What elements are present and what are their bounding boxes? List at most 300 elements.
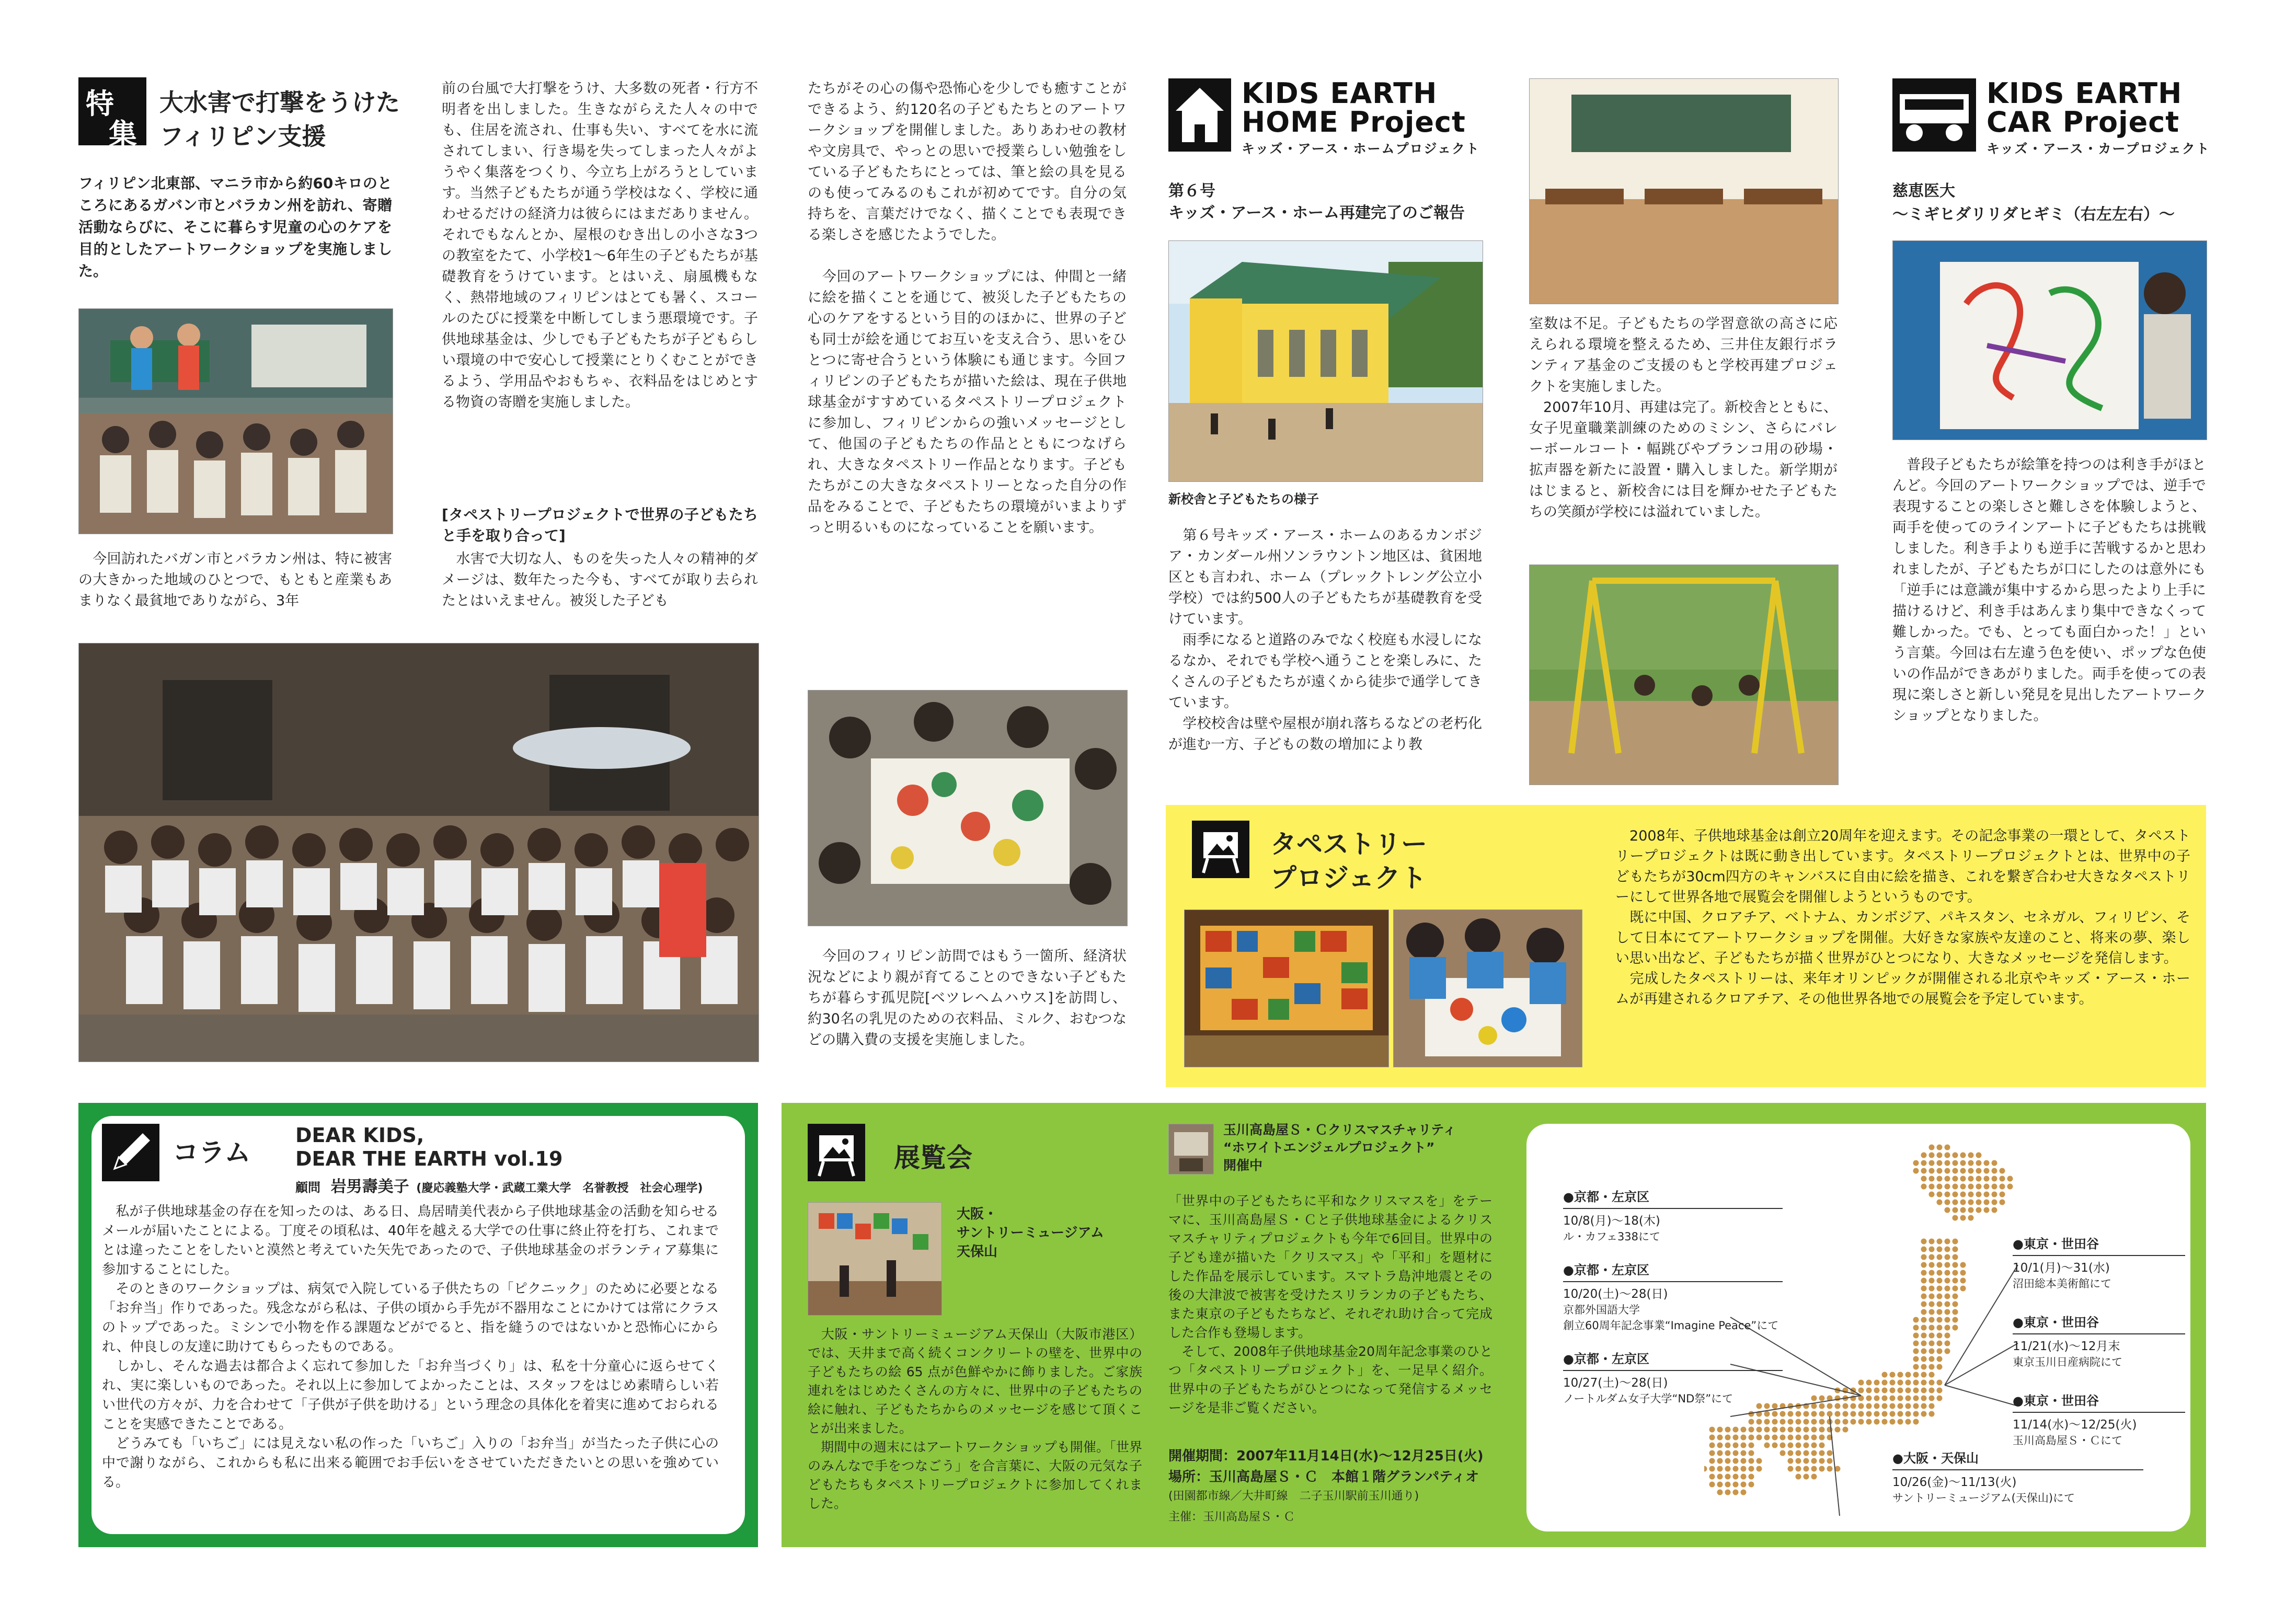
map-dot [1898, 1411, 1903, 1417]
map-leader-line [1945, 1343, 2018, 1385]
map-dot [1929, 1341, 1935, 1346]
map-dot [1937, 1333, 1943, 1339]
map-dot [1945, 1349, 1950, 1354]
tapestry-title-line1: タペストリー [1270, 829, 1427, 859]
map-dot [1921, 1262, 1927, 1268]
map-entry-place: サントリーミュージアム(天保山)にて [1892, 1492, 2075, 1504]
map-dot [1929, 1239, 1935, 1245]
map-dot [1953, 1153, 1958, 1158]
map-dot [1921, 1239, 1927, 1245]
map-dot [1968, 1192, 1974, 1197]
map-dot [1992, 1160, 1997, 1166]
map-dot [1804, 1458, 1809, 1464]
easel-icon [1192, 821, 1249, 878]
map-leader-line [1945, 1385, 2018, 1406]
map-dot [1796, 1458, 1801, 1464]
map-dot [1796, 1450, 1801, 1456]
map-dot [1960, 1278, 1966, 1284]
map-dot [1945, 1317, 1950, 1323]
map-dot [1937, 1254, 1943, 1260]
map-dot [1851, 1411, 1856, 1417]
map-dot [1890, 1372, 1896, 1378]
map-dot [1819, 1458, 1825, 1464]
map-dot [1937, 1325, 1943, 1331]
map-dot [1725, 1427, 1731, 1433]
map-dot [1827, 1466, 1833, 1472]
map-dot [1811, 1411, 1817, 1417]
osaka-caption: 大阪・ サントリーミュージアム 天保山 [957, 1206, 1104, 1260]
map-dot [1788, 1419, 1794, 1425]
map-dot [1976, 1184, 1982, 1190]
map-dot [1804, 1435, 1809, 1441]
map-dot [1882, 1380, 1888, 1386]
group-photo [78, 643, 759, 1062]
map-dot [1819, 1396, 1825, 1401]
map-entry-area: ●大阪・天保山 [1892, 1451, 1979, 1466]
map-dot [1937, 1341, 1943, 1346]
home-photo-caption: 新校舎と子どもたちの様子 [1168, 492, 1319, 506]
map-dot [1811, 1419, 1817, 1425]
map-dot [1717, 1466, 1723, 1472]
map-dot [1921, 1396, 1927, 1401]
map-dot [1984, 1184, 1990, 1190]
map-dot [1851, 1403, 1856, 1409]
map-dot [1953, 1270, 1958, 1276]
map-dot [1780, 1435, 1786, 1441]
map-dot [2007, 1184, 2013, 1190]
car-heading2: ～ミギヒダリリダヒギミ（右左左右）～ [1892, 205, 2175, 224]
exhibition-period: 開催期間：2007年11月14日(水)～12月25日(火) [1168, 1448, 1484, 1464]
map-dot [1929, 1349, 1935, 1354]
map-entry-tokyo-1 [2013, 1234, 2185, 1291]
map-dot [1945, 1247, 1950, 1252]
car-heading1: 慈恵医大 [1892, 182, 1955, 200]
map-dot [1953, 1192, 1958, 1197]
map-dot [1811, 1450, 1817, 1456]
map-dot [1741, 1458, 1747, 1464]
map-right-list [2013, 1234, 2185, 1448]
map-dot [1937, 1364, 1943, 1370]
map-dot [1921, 1411, 1927, 1417]
map-dot [1741, 1474, 1747, 1480]
map-dot [1819, 1443, 1825, 1448]
map-dot [1945, 1286, 1950, 1292]
map-dot [1953, 1215, 1958, 1221]
map-dot [1913, 1396, 1919, 1401]
map-dot [1945, 1145, 1950, 1150]
map-dot [1835, 1396, 1841, 1401]
map-dot [2000, 1184, 2005, 1190]
map-dot [1937, 1317, 1943, 1323]
map-dot [1921, 1294, 1927, 1299]
map-dot [1819, 1466, 1825, 1472]
map-dot [1953, 1247, 1958, 1252]
map-dot [1968, 1207, 1974, 1213]
map-dot [1725, 1474, 1731, 1480]
map-dot [1866, 1388, 1872, 1393]
map-dot [1976, 1207, 1982, 1213]
map-dot [1953, 1325, 1958, 1331]
map-dot [1874, 1411, 1880, 1417]
map-dot [2000, 1200, 2005, 1205]
map-dot [1725, 1450, 1731, 1456]
map-dot [1992, 1200, 1997, 1205]
map-dot [1749, 1474, 1754, 1480]
map-dot [1898, 1419, 1903, 1425]
map-entry-tokyo-3 [2013, 1390, 2185, 1448]
map-dot [1804, 1443, 1809, 1448]
map-dot [1843, 1411, 1848, 1417]
map-dot [1929, 1278, 1935, 1284]
map-dot [1960, 1184, 1966, 1190]
map-dot [1733, 1466, 1739, 1472]
map-dot [1929, 1317, 1935, 1323]
map-dot [1913, 1372, 1919, 1378]
map-dot [1709, 1427, 1715, 1433]
map-dot [1725, 1482, 1731, 1488]
car-text: 普段子どもたちが絵筆を持つのは利き手がほとんど。今回のアートワークショップでは、逆手で表現することの楽しさと難しさを体験しようと、両手を使ってのラインアートに子どもたちは挑戦しました。利き手よりも逆手に苦戦するかと思われましたが、子どもたちが口にしたのは意外にも「逆手には意識が集中するから思ったより上手に描けるけど、利き手はあんまり集中できなくって難しかった。でも、とっても面白かった！」という言葉。今回は右左違う色を使い、ポップな色使いの作品ができあがりました。両手を使っての表現に楽しさと新しい発見を見出したアートワークショップとなりました。 [1892, 457, 2206, 724]
map-dot [1858, 1411, 1864, 1417]
map-dot [1945, 1301, 1950, 1307]
map-dot [1796, 1474, 1801, 1480]
map-dot [1709, 1482, 1715, 1488]
car-logo-line1: KIDS EARTH [1987, 77, 2183, 110]
map-dot [1866, 1380, 1872, 1386]
map-dot [1937, 1153, 1943, 1158]
map-dot [1921, 1309, 1927, 1315]
map-dot [1945, 1278, 1950, 1284]
map-dot [1709, 1443, 1715, 1448]
map-dot [1929, 1184, 1935, 1190]
map-dot [1913, 1364, 1919, 1370]
map-dot [1913, 1160, 1919, 1166]
map-dot [1968, 1200, 1974, 1205]
map-dot [1929, 1333, 1935, 1339]
map-dot [1882, 1388, 1888, 1393]
map-dot [1945, 1200, 1950, 1205]
map-dot [1953, 1160, 1958, 1166]
feature-col2-text: 前の台風で大打撃をうけ、大多数の死者・行方不明者を出しました。生きながらえた人々の中でも、住居を流され、仕事も失い、すべてを水に流されてしまい、行き場を失ってしまった人々がようやく集落をつくり、今立ち上がろうとしています。当然子どもたちが通う学校はなく、学校に通わせるだけの経済力は彼らにはまだありません。それでもなんとか、屋根のむき出しの小さな3つの教室をたて、小学校1～6年生の子どもたちが基礎教育をうけています。とはいえ、扇風機もなく、熱帯地域のフィリピンはとても暑く、スコールのたびに授業を中断してしまう悪環境です。子供地球基金は、少しでも子どもたちが子どもらしい環境の中で安心して授業にとりくむことができるよう、学用品やおもちゃ、衣料品をはじめとする物資の寄贈を実施しました。 [442, 80, 758, 410]
map-dot [1835, 1427, 1841, 1433]
map-dot [1890, 1380, 1896, 1386]
map-entry-date: 10/8(月)～18(木) [1563, 1208, 1783, 1228]
map-dot [1749, 1443, 1754, 1448]
map-dot [1921, 1176, 1927, 1182]
map-dot [1921, 1325, 1927, 1331]
painting-workshop-photo [808, 690, 1128, 926]
map-dot [1921, 1356, 1927, 1362]
map-dot [1796, 1443, 1801, 1448]
map-dot [1866, 1419, 1872, 1425]
map-dot [1890, 1411, 1896, 1417]
feature-title-line2: フィリピン支援 [159, 122, 326, 151]
exhibition-access: (田園都市線／大井町線 二子玉川駅前玉川通り) [1168, 1490, 1419, 1503]
map-dot [1905, 1419, 1911, 1425]
map-dot [1929, 1254, 1935, 1260]
map-dot [1976, 1153, 1982, 1158]
map-dot [1725, 1443, 1731, 1448]
map-dot [1937, 1388, 1943, 1393]
map-dot [1921, 1184, 1927, 1190]
map-dot [1921, 1153, 1927, 1158]
map-dot [1945, 1192, 1950, 1197]
map-dot [1992, 1176, 1997, 1182]
map-entry-place: 東京玉川日産病院にて [2013, 1356, 2122, 1368]
map-dot [1709, 1450, 1715, 1456]
map-dot [1921, 1403, 1927, 1409]
map-dot [1929, 1286, 1935, 1292]
map-dot [1984, 1207, 1990, 1213]
map-dot [1929, 1403, 1935, 1409]
map-dot [1929, 1380, 1935, 1386]
map-dot [1725, 1466, 1731, 1472]
map-dot [1968, 1160, 1974, 1166]
map-dot [1929, 1153, 1935, 1158]
map-dot [1780, 1427, 1786, 1433]
map-dot [1749, 1482, 1754, 1488]
map-dot [1819, 1435, 1825, 1441]
map-dot [2000, 1192, 2005, 1197]
map-dot [1882, 1372, 1888, 1378]
map-dot [1827, 1403, 1833, 1409]
tapestry-exhibit-photo [1184, 909, 1389, 1067]
home-text-b: 室数は不足。子どもたちの学習意欲の高さに応えられる環境を整えるため、三井住友銀行ボランティア基金のご支援のもと学校再建プロジェクトを実施しました。 2007年10月、再建は完了。新校舎とともに、女子児童職業訓練のためのミシン、さらにバレーボールコート・幅跳びやブランコ用の砂場・拡声器を新たに設置・購入しました。新学期がはじまると、新校舎には目を輝かせた子どもたちの笑顔が学校には溢れていました。 [1529, 316, 1838, 520]
map-dot [1960, 1153, 1966, 1158]
car-icon [1892, 78, 1976, 152]
map-dot [1788, 1450, 1794, 1456]
pencil-icon [102, 1124, 159, 1181]
map-dot [1960, 1200, 1966, 1205]
map-dot [1945, 1160, 1950, 1166]
map-dot [1984, 1200, 1990, 1205]
map-dot [1976, 1168, 1982, 1174]
map-dot [1953, 1176, 1958, 1182]
map-dot [1741, 1450, 1747, 1456]
map-dot [2000, 1168, 2005, 1174]
map-dot [1968, 1153, 1974, 1158]
map-dot [1796, 1427, 1801, 1433]
map-dot [1733, 1427, 1739, 1433]
map-dot [1921, 1168, 1927, 1174]
exhibition-label: 展覧会 [894, 1143, 972, 1173]
map-dot [1937, 1192, 1943, 1197]
map-dot [1945, 1294, 1950, 1299]
map-dot [1929, 1364, 1935, 1370]
map-dot [1913, 1411, 1919, 1417]
map-dot [1749, 1450, 1754, 1456]
map-dot [1898, 1380, 1903, 1386]
map-dot [1921, 1317, 1927, 1323]
exhibition-venue: 場所：玉川高島屋Ｓ・Ｃ 本館１階グランパティオ [1168, 1469, 1479, 1485]
feature-badge [78, 77, 146, 151]
map-dot [1882, 1396, 1888, 1401]
map-dot [1905, 1403, 1911, 1409]
map-dot [1937, 1262, 1943, 1268]
map-entry-date: 10/20(土)～28(日) [1563, 1281, 1783, 1301]
tapestry-workshop-photo [1393, 909, 1582, 1067]
osaka-text: 大阪・サントリーミュージアム天保山（大阪市港区）では、天井まで高く続くコンクリートの壁を、世界中の子どもたちの絵 65 点が色鮮やかに飾りました。ご家族連れをはじめたくさんの方々に、世界中の子どもたちの絵に触れ、子どもたちからのメッセージを感じて頂くことが出来ました。 期間中の週末にはアートワークショップも開催。「世界のみんなで手をつなごう」を合言葉に、大阪の元気な子どもたちもタペストリープロジェクトに参加してくれました。 [808, 1327, 1142, 1511]
map-dot [1937, 1200, 1943, 1205]
new-school-photo [1168, 240, 1483, 482]
feature-badge-bottom: 集 [109, 118, 137, 151]
map-entry-kyoto-2 [1563, 1260, 1783, 1333]
map-dot [1866, 1403, 1872, 1409]
map-entry-area: ●京都・左京区 [1563, 1352, 1649, 1366]
map-dot [1992, 1184, 1997, 1190]
map-entry-place: ノートルダム女子大学“ND祭”にて [1563, 1392, 1733, 1405]
map-dot [1929, 1247, 1935, 1252]
map-dot [1937, 1380, 1943, 1386]
map-dot [1890, 1403, 1896, 1409]
tamagawa-text: 「世界中の子どもたちに平和なクリスマスを」をテーマに、玉川高島屋Ｓ・Ｃと子供地球基金によるクリスマスチャリティプロジェクトも今年で6回目。世界中の子ども達が描いた「クリスマス」や「平和」を題材にした作品を展示しています。スマトラ島沖地震とその後の大津波で被害を受けたスリランカの子どもたち、また東京の子どもたちなど、それぞれ助け合って完成した合作も登場します。 そして、2008年子供地球基金20周年記念事業のひとつ「タペストリープロジェクト」を、一足早く紹介。世界中の子どもたちがひとつになって発信するメッセージを是非ご覧ください。 [1168, 1193, 1492, 1415]
map-dot [1921, 1254, 1927, 1260]
map-dot [1741, 1490, 1747, 1495]
map-dot [1756, 1435, 1762, 1441]
map-dot [1764, 1435, 1770, 1441]
map-dot [1811, 1443, 1817, 1448]
map-dot [1905, 1411, 1911, 1417]
map-dot [1874, 1396, 1880, 1401]
map-dot [1858, 1419, 1864, 1425]
map-dot [1772, 1427, 1778, 1433]
map-dot [1921, 1286, 1927, 1292]
map-entry-place: 玉川高島屋Ｓ・Ｃにて [2013, 1434, 2122, 1447]
map-dot [1945, 1176, 1950, 1182]
map-dot [1953, 1301, 1958, 1307]
map-dot [1772, 1411, 1778, 1417]
map-dot [1992, 1192, 1997, 1197]
map-dot [1953, 1239, 1958, 1245]
car-logo-sub: キッズ・アース・カープロジェクト [1987, 141, 2210, 156]
map-dot [1819, 1427, 1825, 1433]
map-dot [1811, 1474, 1817, 1480]
map-dot [1953, 1200, 1958, 1205]
map-dot [1992, 1168, 1997, 1174]
map-dot [1788, 1466, 1794, 1472]
map-dot [1811, 1403, 1817, 1409]
map-dot [1937, 1278, 1943, 1284]
map-dot [1811, 1396, 1817, 1401]
map-dot [1945, 1270, 1950, 1276]
map-dot [1905, 1372, 1911, 1378]
map-dot [1866, 1411, 1872, 1417]
map-dot [1788, 1458, 1794, 1464]
map-entry-date: 10/26(金)～11/13(火) [1892, 1469, 2143, 1490]
map-dot [1819, 1419, 1825, 1425]
map-dot [1953, 1184, 1958, 1190]
map-dot [1733, 1443, 1739, 1448]
map-dot [1835, 1419, 1841, 1425]
column-text: 私が子供地球基金の存在を知ったのは、ある日、鳥居晴美代表から子供地球基金の活動を知らせるメールが届いたことによる。丁度その頃私は、40年を越える大学での仕事に終止符を打ち、これまでとは違ったことをしたいと漠然と考えていた矢先であったので、子供地球基金のボランティア募集に参加することにした。 そのときのワークショップは、病気で入院している子供たちの「ピクニック」のために必要となる「お弁当」作りであった。残念ながら私は、子供の頃から手先が不器用なことにかけては常にクラスのトップであった。ミシンで小物を作る課題などがでると、指を縫うのではないかと恐怖心にかられ、仲良しの友達に助けてもらったものである。 しかし、そんな過去は都合よく忘れて参加した「お弁当づくり」は、私を十分童心に返らせてくれ、実に楽しいものであった。それ以上に参加してよかったことは、スタッフをはじめ素晴らしい若い世代の方々が、力を合わせて「子供が子供を助ける」という理念の具体化を着実に進めておられることを実感できたことである。 どうみても「いちご」には見えない私の作った「いちご」入りの「お弁当」が当たった子供に心の中で謝りながら、これからも私に出来る範囲でお手伝いをさせていただきたいとの思いを強めている。 [102, 1204, 719, 1490]
map-dot [1929, 1145, 1935, 1150]
map-dot [1709, 1474, 1715, 1480]
map-dot [1913, 1325, 1919, 1331]
map-dot [1717, 1427, 1723, 1433]
map-dot [1945, 1168, 1950, 1174]
house-icon [1168, 78, 1231, 152]
map-dot [1772, 1435, 1778, 1441]
feature-col2-text-b: 水害で大切な人、ものを失った人々の精神的ダメージは、数年たった今も、すべてが取り去られたとはいえません。被災した子ども [442, 551, 758, 609]
map-dot [1709, 1458, 1715, 1464]
map-dot [1819, 1411, 1825, 1417]
map-dot [1717, 1458, 1723, 1464]
map-dot [1741, 1466, 1747, 1472]
map-entry-date: 11/21(水)～12月末 [2013, 1333, 2185, 1354]
map-dot [1764, 1419, 1770, 1425]
map-dot [1788, 1411, 1794, 1417]
map-dot [1811, 1458, 1817, 1464]
map-dot [1921, 1278, 1927, 1284]
home-logo-sub: キッズ・アース・ホームプロジェクト [1242, 141, 1480, 156]
map-dot [1913, 1333, 1919, 1339]
map-dot [1960, 1270, 1966, 1276]
map-dot [1749, 1458, 1754, 1464]
map-dot [1756, 1427, 1762, 1433]
map-dot [1843, 1427, 1848, 1433]
map-dot [1937, 1294, 1943, 1299]
map-dot [1796, 1466, 1801, 1472]
tapestry-text: 2008年、子供地球基金は創立20周年を迎えます。その記念事業の一環として、タペストリープロジェクトは既に動き出しています。タペストリープロジェクトとは、世界中の子どもたちが30cm四方のキャンバスに自由に絵を描き、これを繋ぎ合わせ大きなタペストリーにして世界各地で展覧会を開催しようというものです。 既に中国、クロアチア、ベトナム、カンボジア、パキスタン、セネガル、フィリピン、そして日本にてアートワークショップを開催。大好きな家族や友達のこと、将来の夢、楽しい思い出など、子どもたちが描く世界がひとつになり、大きなメッセージを発信します。 完成したタペストリーは、来年オリンピックが開催される北京やキッズ・アース・ホームが再建されるクロアチア、その他世界各地での展覧会を予定しています。 [1615, 828, 2190, 1007]
feature-subhead: [タペストリープロジェクトで世界の子どもたちと手を取り合って] [442, 506, 758, 544]
line-art-photo [1892, 240, 2207, 440]
map-dot [1929, 1325, 1935, 1331]
map-dot [1704, 1466, 1707, 1472]
tamagawa-photo [1168, 1124, 1214, 1174]
feature-col3-text: たちがその心の傷や恐怖心を少しでも癒すことができるよう、約120名の子どもたちとのアートワークショップを開催しました。ありあわせの教材や文房具で、やっとの思いで授業らしい勉強をしている子どもたちにとっては、筆と絵の具を見るのも使ってみるのもこれが初めてです。自分の気持ちを、言葉だけでなく、描くことでも表現できる楽しさを感じたようでした。 今回のアートワークショップには、仲間と一緒に絵を描くことを通じて、被災した子どもたちの心のケアをするという目的のほかに、世界の子ども同士が絵を通じてお互いを支え合う、思いをひとつに寄せ合うという体験にも通じます。今回フィリピンの子どもたちが描いた絵は、現在子供地球基金がすすめているタペストリープロジェクトに参加し、フィリピンからの強いメッセージとして、他国の子どもたちの作品とともにつなげられ、大きなタペストリー作品となります。子どもたちがこの大きなタペストリーとなった自分の作品をみることで、子どもたちの環境がいまよりずっと明るいものになっていることを願います。 [808, 80, 1127, 536]
map-dot [1788, 1427, 1794, 1433]
map-dot [1929, 1294, 1935, 1299]
map-dot [1811, 1427, 1817, 1433]
tamagawa-title: 玉川高島屋Ｓ・Ｃクリスマスチャリティ “ホワイトエンジェルプロジェクト” 開催中 [1223, 1122, 1456, 1173]
map-dot [1953, 1254, 1958, 1260]
map-dot [1890, 1419, 1896, 1425]
map-dot [1929, 1396, 1935, 1401]
map-dot [1804, 1427, 1809, 1433]
map-dot [1858, 1388, 1864, 1393]
map-dot [1953, 1309, 1958, 1315]
map-dot [1945, 1254, 1950, 1260]
map-dot [1953, 1262, 1958, 1268]
map-dot [1929, 1262, 1935, 1268]
map-dot [1780, 1443, 1786, 1448]
map-dot [1937, 1270, 1943, 1276]
column-label: コラム [173, 1137, 251, 1168]
map-dot [1756, 1419, 1762, 1425]
map-dot [1913, 1168, 1919, 1174]
map-dot [1960, 1160, 1966, 1166]
map-dot [1756, 1466, 1762, 1472]
exhibition-easel-icon [808, 1124, 865, 1181]
map-dot [1953, 1317, 1958, 1323]
map-dot [1984, 1168, 1990, 1174]
map-dot [1827, 1458, 1833, 1464]
map-dot [1945, 1239, 1950, 1245]
map-dot [1992, 1207, 1997, 1213]
map-dot [1937, 1309, 1943, 1315]
home-logo-line2: HOME Project [1242, 106, 1466, 139]
home-heading: キッズ・アース・ホーム再建完了のご報告 [1168, 204, 1465, 222]
map-dot [1772, 1443, 1778, 1448]
map-dot [1960, 1176, 1966, 1182]
map-dot [1968, 1184, 1974, 1190]
map-dot [1749, 1435, 1754, 1441]
map-dot [1921, 1349, 1927, 1354]
map-dot [1921, 1333, 1927, 1339]
home-logo-line1: KIDS EARTH [1242, 77, 1438, 110]
map-dot [1733, 1490, 1739, 1495]
map-entry-area: ●東京・世田谷 [2013, 1315, 2099, 1330]
map-dot [1937, 1396, 1943, 1401]
